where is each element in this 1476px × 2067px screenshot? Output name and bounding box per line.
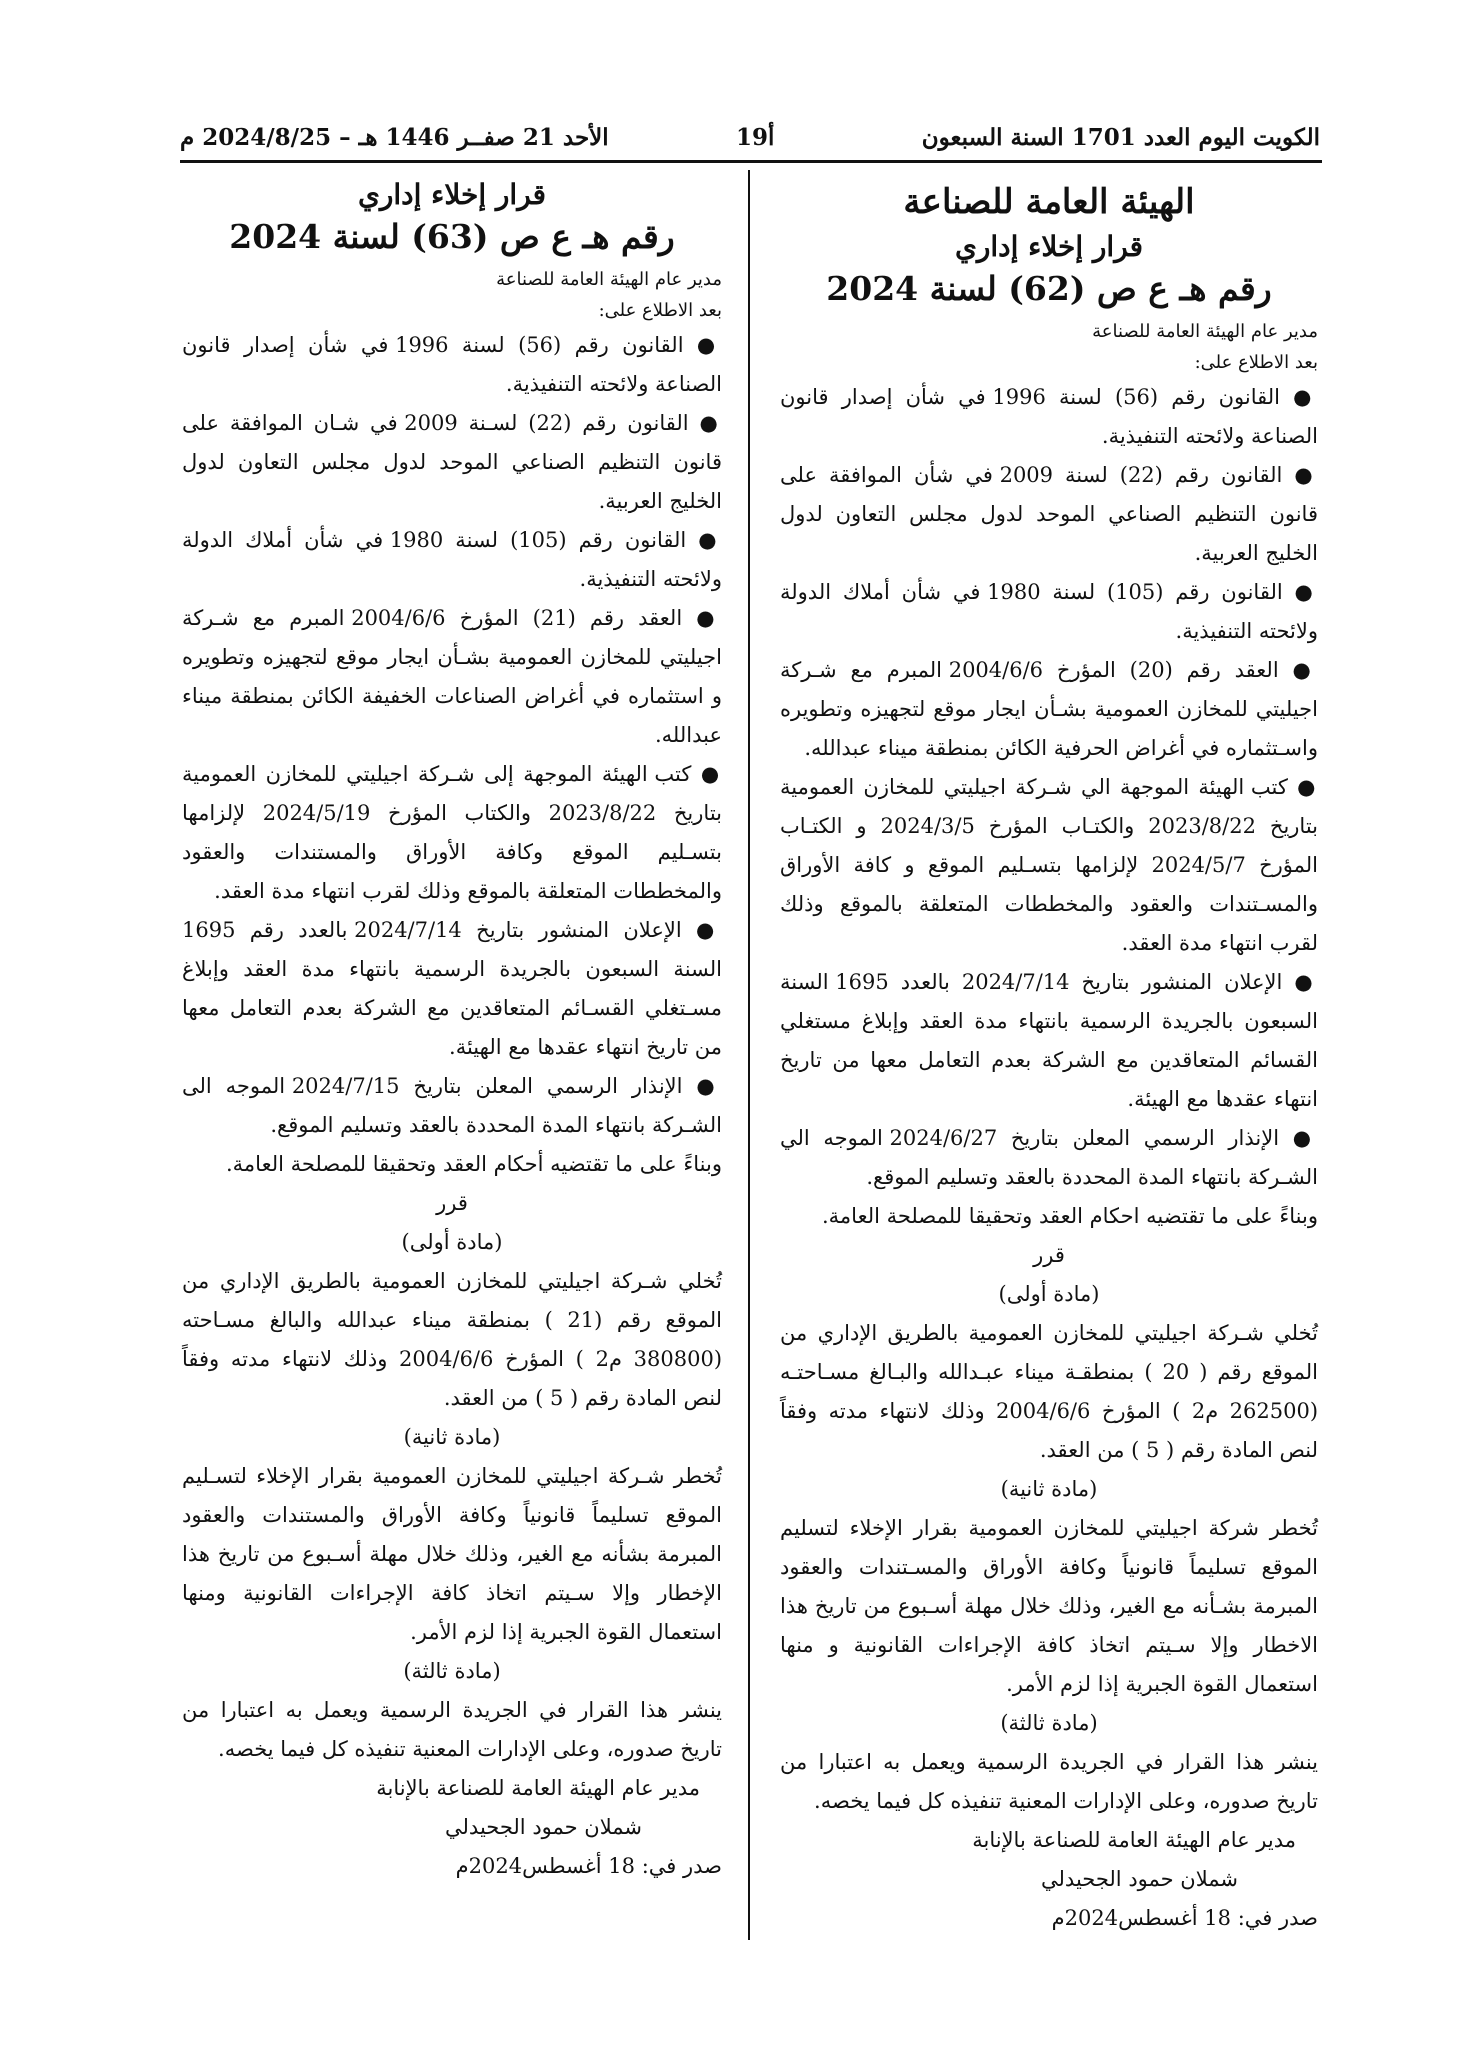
preamble-intro: بعد الاطلاع على: [1194,352,1318,373]
preamble-item: ● الإعلان المنشور بتاريخ 2024/7/14 بالعدد رقم 1695 السنة السبعون بالجريدة الرسمية بانتهاء مدة العقد وإبلاغ مسـتغلي القسـائم المتعاقدين مع الشركة بعدم التعامل معها من تاريخ انتهاء عقدها مع الهيئة. [182,911,722,1067]
preamble-item: ● الإنذار الرسمي المعلن بتاريخ 2024/7/15 الموجه الى الشـركة بانتهاء المدة المحددة بالعقد وتسليم الموقع. [182,1067,722,1145]
preamble-item: ● الإعلان المنشور بتاريخ 2024/7/14 بالعدد 1695 السنة السبعون بالجريدة الرسمية بانتهاء مدة العقد وإبلاغ مستغلي القسائم المتعاقدين مع الشركة بعدم التعامل معها من تاريخ انتهاء عقدها مع الهيئة. [780,963,1318,1119]
director-line: مدير عام الهيئة العامة للصناعة [496,269,722,290]
preamble-item: ● القانون رقم (22) لسـنة 2009 في شـان الموافقة على قانون التنظيم الصناعي الموحد لدول مجلس التعاون لدول الخليج العربية. [182,404,722,521]
article-3-text: ينشر هذا القرار في الجريدة الرسمية ويعمل به اعتبارا من تاريخ صدوره، وعلى الإدارات المعنية تنفيذه كل فيما يخصه. [182,1698,722,1761]
decided-heading: قرر [1033,1243,1065,1267]
article-1-title: (مادة أولى) [401,1230,503,1254]
article-2-title: (مادة ثانية) [1000,1477,1098,1501]
article-3-title: (مادة ثالثة) [1000,1711,1098,1735]
preamble-item: ● القانون رقم (105) لسنة 1980 في شأن أملاك الدولة ولائحته التنفيذية. [182,521,722,599]
signature-title: مدير عام الهيئة العامة للصناعة بالإنابة [972,1828,1296,1852]
article-3-title: (مادة ثالثة) [403,1659,501,1683]
signature-name: شملان حمود الجحيدلي [1041,1867,1238,1891]
preamble-item: ● كتب الهيئة الموجهة الي شـركة اجيليتي للمخازن العمومية بتاريخ 2023/8/22 والكتـاب المؤرخ 2024/3/5 و الكتـاب المؤرخ 2024/5/7 لإلزامها بتسـليم الموقع و كافة الأوراق والمسـتندات والعقود والمخططات المتعلقة بالموقع وذلك لقرب انتهاء مدة العقد. [780,768,1318,963]
issue-date: الأحد 21 صفــر 1446 هـ – 2024/8/25 م [180,124,609,151]
signature-name: شملان حمود الجحيدلي [445,1815,642,1839]
issue-date-line: صدر في: 18 أغسطس2024م [1051,1906,1318,1930]
article-1-title: (مادة أولى) [998,1282,1100,1306]
preamble-item: ● القانون رقم (105) لسنة 1980 في شأن أملاك الدولة ولائحته التنفيذية. [780,573,1318,651]
preamble-item: ● العقد رقم (20) المؤرخ 2004/6/6 المبرم مع شـركة اجيليتي للمخازن العمومية بشـأن ايجار موقع لتجهيزه وتطويره واسـتثماره في أغراض الحرفية الكائن بمنطقة ميناء عبدالله. [780,651,1318,768]
preamble-item: ● القانون رقم (56) لسنة 1996 في شأن إصدار قانون الصناعة ولائحته التنفيذية. [182,326,722,404]
signature-title: مدير عام الهيئة العامة للصناعة بالإنابة [376,1776,700,1800]
article-3-text: ينشر هذا القرار في الجريدة الرسمية ويعمل به اعتبارا من تاريخ صدوره، وعلى الإدارات المعنية تنفيذه كل فيما يخصه. [780,1750,1318,1813]
decision-62-column [780,172,1318,1938]
decision-title: قرار إخلاء إداري [357,178,547,211]
article-1-text: تُخلي شـركة اجيليتي للمخازن العمومية بالطريق الإداري من الموقع رقم ( 20 ) بمنطقـة ميناء عبـدالله والبـالغ مسـاحتـه (262500 م2 ) المؤرخ 2004/6/6 وذلك لانتهاء مدته وفقاً لنص المادة رقم ( 5 ) من العقد. [780,1321,1319,1462]
article-2-text: تُخطر شركة اجيليتي للمخازن العمومية بقرار الإخلاء لتسليم الموقع تسليماً قانونياً وكافة الأوراق والمسـتندات والعقود المبرمة بشـأنه مع الغير، وذلك خلال مهلة أسـبوع من تاريخ هذا الاخطار وإلا سـيتم اتخاذ كافة الإجراءات القانونية و منها استعمال القوة الجبرية إذا لزم الأمر. [780,1516,1318,1696]
page-number: أ19 [736,124,775,151]
preamble-item: ● القانون رقم (22) لسنة 2009 في شأن الموافقة على قانون التنظيم الصناعي الموحد لدول مجلس التعاون لدول الخليج العربية. [780,456,1318,573]
decided-heading: قرر [436,1191,468,1215]
issue-date-line: صدر في: 18 أغسطس2024م [455,1854,722,1878]
article-2-text: تُخطر شـركة اجيليتي للمخازن العمومية بقرار الإخلاء لتسـليم الموقع تسليماً قانونياً وكافة الأوراق والمستندات والعقود المبرمة بشأنه مع الغير، وذلك خلال مهلة أسـبوع من تاريخ هذا الإخطار وإلا سـيتم اتخاذ كافة الإجراءات القانونية ومنها استعمال القوة الجبرية إذا لزم الأمر. [182,1464,722,1644]
page-header [180,118,1320,156]
preamble-item: ● كتب الهيئة الموجهة إلى شـركة اجيليتي للمخازن العمومية بتاريخ 2023/8/22 والكتاب المؤرخ 2024/5/19 لإلزامها بتسـليم الموقع وكافة الأوراق والمستندات والعقود والمخططات المتعلقة بالموقع وذلك لقرب انتهاء مدة العقد. [182,755,722,911]
gazette-issue-label: الكويت اليوم العدد 1701 السنة السبعون [921,124,1320,151]
decision-63-column [182,172,722,1886]
preamble-intro: بعد الاطلاع على: [598,300,722,321]
decision-number: رقم هـ ع ص (63) لسنة 2024 [229,217,675,256]
preamble-item: ● العقد رقم (21) المؤرخ 2004/6/6 المبرم مع شـركة اجيليتي للمخازن العمومية بشـأن ايجار موقع لتجهيزه وتطويره و استثماره في أغراض الصناعات الخفيفة الكائن بمنطقة ميناء عبدالله. [182,599,722,755]
preamble-item: ● القانون رقم (56) لسنة 1996 في شأن إصدار قانون الصناعة ولائحته التنفيذية. [780,378,1318,456]
decision-title: قرار إخلاء إداري [954,230,1144,263]
decision-number: رقم هـ ع ص (62) لسنة 2024 [826,269,1272,308]
preamble-item: ● الإنذار الرسمي المعلن بتاريخ 2024/6/27 الموجه الي الشـركة بانتهاء المدة المحددة بالعقد وتسليم الموقع. [780,1119,1318,1197]
whereas-clause: وبناءً على ما تقتضيه احكام العقد وتحقيقا للمصلحة العامة. [821,1204,1318,1228]
article-1-text: تُخلي شـركة اجيليتي للمخازن العمومية بالطريق الإداري من الموقع رقم (21 ) بمنطقة ميناء عبدالله والبالغ مسـاحته (380800 م2 ) المؤرخ 2004/6/6 وذلك لانتهاء مدته وفقاً لنص المادة رقم ( 5 ) من العقد. [182,1269,723,1410]
article-2-title: (مادة ثانية) [403,1425,501,1449]
director-line: مدير عام الهيئة العامة للصناعة [1092,321,1318,342]
column-divider [748,170,750,1940]
organization-heading: الهيئة العامة للصناعة [903,182,1195,222]
header-rule [180,160,1322,163]
whereas-clause: وبناءً على ما تقتضيه أحكام العقد وتحقيقا للمصلحة العامة. [225,1152,722,1176]
